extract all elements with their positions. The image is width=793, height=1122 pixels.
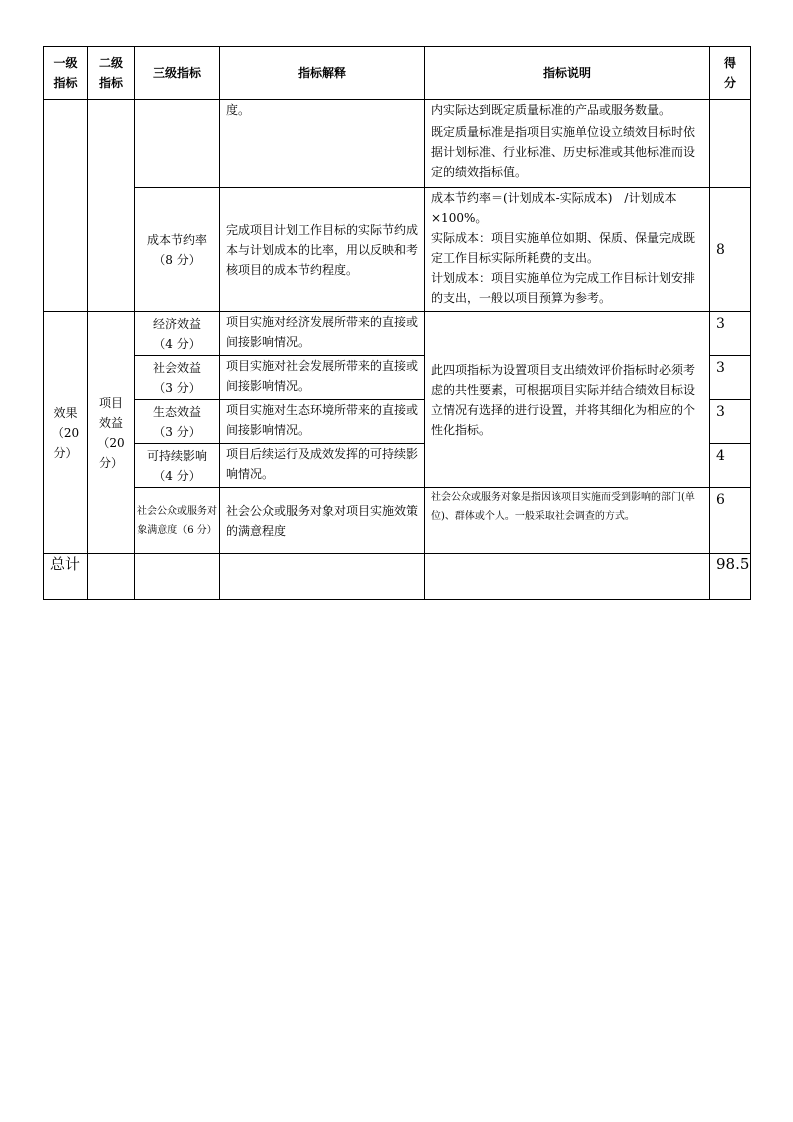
table-row-economic-benefit (44, 312, 751, 356)
table-row-cost-saving (44, 188, 751, 312)
score-economic: 3 (710, 312, 751, 356)
explanation-continued: 度。 (220, 100, 425, 188)
header-level3: 三级指标 (135, 47, 220, 100)
level3-cell-blank (135, 100, 220, 188)
total-label: 总计 (44, 554, 88, 600)
performance-score-table (43, 46, 751, 600)
level1-effect: 效果 （20 分） (44, 312, 88, 554)
score-satisfaction: 6 (710, 488, 751, 554)
table-row-continued (44, 100, 751, 188)
header-level2: 二级 指标 (88, 47, 135, 100)
header-explanation: 指标解释 (220, 47, 425, 100)
header-level1: 一级 指标 (44, 47, 88, 100)
table-row-satisfaction (44, 488, 751, 554)
score-continued (710, 100, 751, 188)
description-shared-benefits: 此四项指标为设置项目支出绩效评价指标时必须考虑的共性要素，可根据项目实际并结合绩效目标设立情况有选择的进行设置，并将其细化为相应的个性化指标。 (425, 312, 710, 488)
level1-cell-blank (44, 100, 88, 312)
indicator-economic: 经济效益 （4 分） (135, 312, 220, 356)
table-header-row (44, 47, 751, 100)
indicator-satisfaction: 社会公众或服务对象满意度（6 分） (135, 488, 220, 554)
description-cost-saving: 成本节约率＝(计划成本-实际成本) /计划成本×100%。 实际成本：项目实施单位如期、保质、保量完成既定工作目标实际所耗费的支出。 计划成本：项目实施单位为完成工作目标计划安排的支出，一般以项目预算为参考。 (425, 188, 710, 312)
indicator-cost-saving: 成本节约率 （8 分） (135, 188, 220, 312)
explanation-economic: 项目实施对经济发展所带来的直接或间接影响情况。 (220, 312, 425, 356)
total-blank-2 (135, 554, 220, 600)
total-blank-3 (220, 554, 425, 600)
explanation-sustainability: 项目后续运行及成效发挥的可持续影响情况。 (220, 444, 425, 488)
explanation-cost-saving: 完成项目计划工作目标的实际节约成本与计划成本的比率，用以反映和考核项目的成本节约程度。 (220, 188, 425, 312)
total-blank-4 (425, 554, 710, 600)
header-description: 指标说明 (425, 47, 710, 100)
score-cost-saving: 8 (710, 188, 751, 312)
indicator-social: 社会效益 （3 分） (135, 356, 220, 400)
total-blank-1 (88, 554, 135, 600)
explanation-satisfaction: 社会公众或服务对象对项目实施效策的满意程度 (220, 488, 425, 554)
table-row-total (44, 554, 751, 600)
level2-project-benefit: 项目 效益 （20 分） (88, 312, 135, 554)
level2-cell-blank (88, 100, 135, 312)
score-social: 3 (710, 356, 751, 400)
description-continued: 内实际达到既定质量标准的产品或服务数量。 既定质量标准是指项目实施单位设立绩效目标时依据计划标准、行业标准、历史标准或其他标准而设定的绩效指标值。 (425, 100, 710, 188)
explanation-ecological: 项目实施对生态环境所带来的直接或间接影响情况。 (220, 400, 425, 444)
description-satisfaction: 社会公众或服务对象是指因该项目实施而受到影响的部门(单位)、群体或个人。一般采取社会调查的方式。 (425, 488, 710, 554)
total-score: 98.5 (710, 554, 751, 600)
header-score: 得 分 (710, 47, 751, 100)
score-ecological: 3 (710, 400, 751, 444)
explanation-social: 项目实施对社会发展所带来的直接或间接影响情况。 (220, 356, 425, 400)
score-sustainability: 4 (710, 444, 751, 488)
indicator-ecological: 生态效益 （3 分） (135, 400, 220, 444)
indicator-sustainability: 可持续影响 （4 分） (135, 444, 220, 488)
